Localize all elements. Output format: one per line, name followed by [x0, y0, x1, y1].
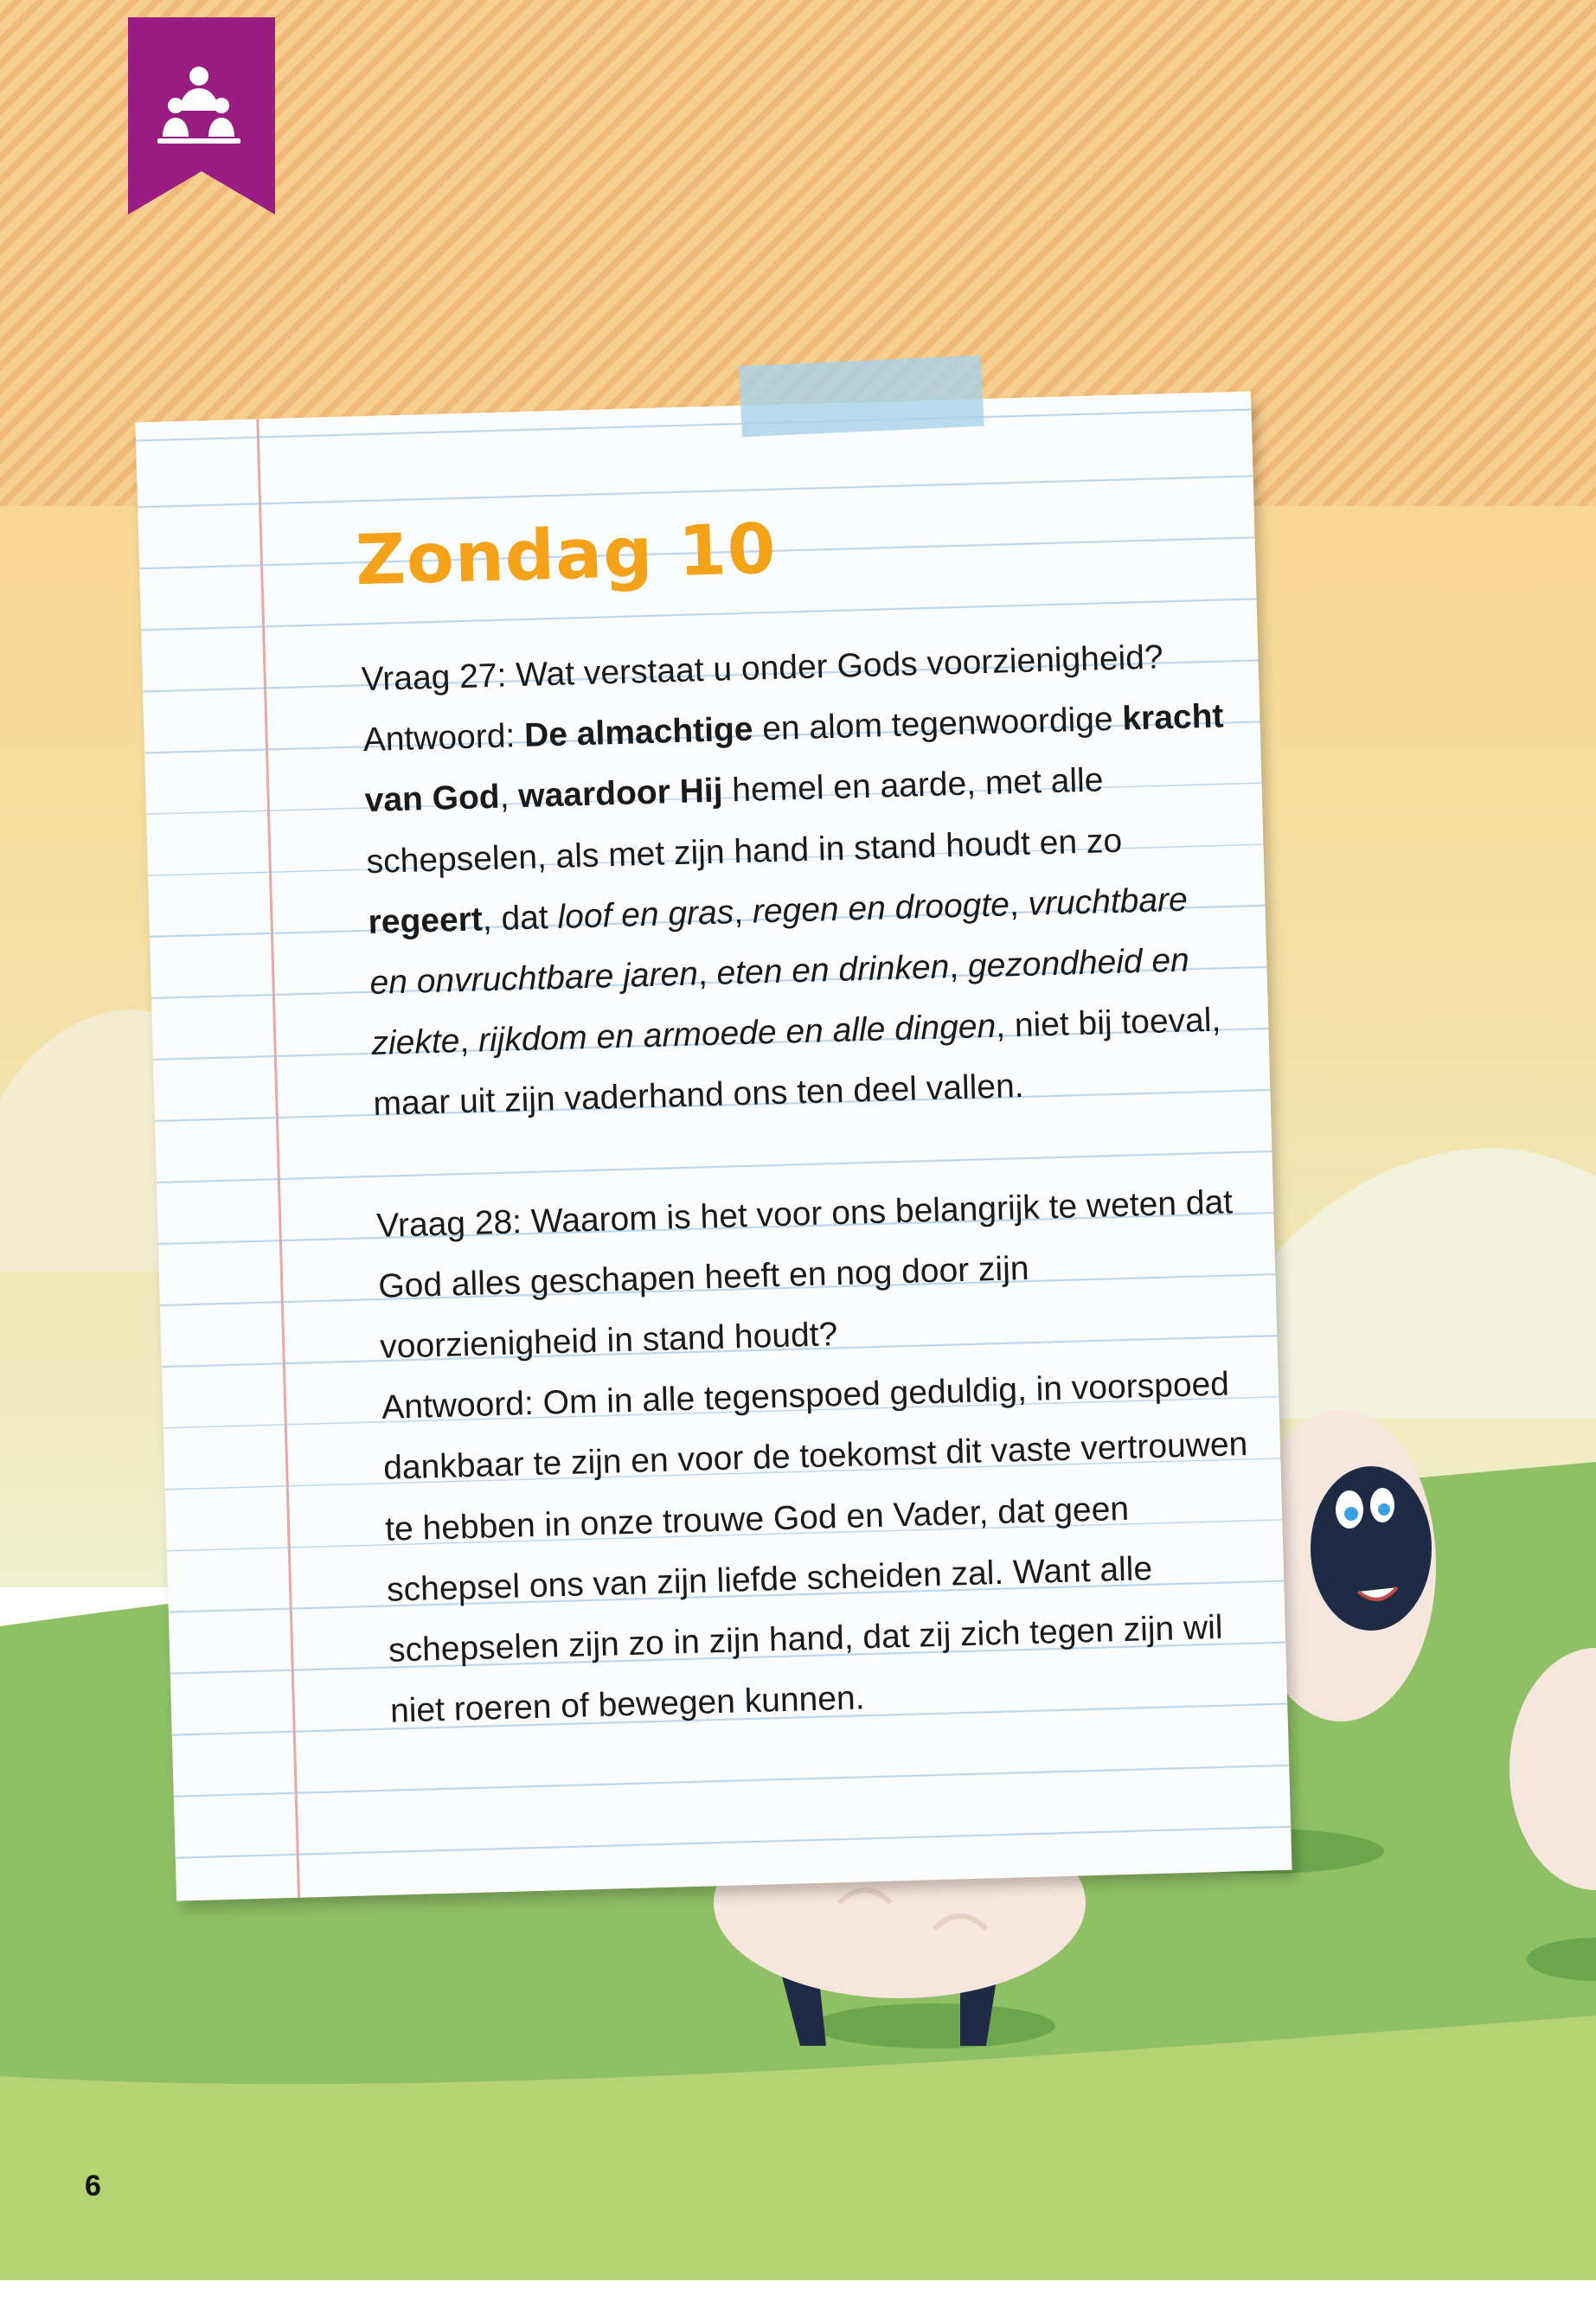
question-block [361, 625, 1239, 1135]
question-block [375, 1172, 1255, 1743]
answer-label: Antwoord: [362, 717, 525, 760]
hill-left [0, 1009, 173, 1272]
answer-bold-text: waardoor Hij [517, 772, 724, 816]
answer-text: , [458, 1022, 479, 1061]
answer-italic-text: vruchtbare en onvruchtbare jaren [369, 881, 1189, 1003]
notebook-paper-card [135, 391, 1292, 1900]
page-number: 6 [85, 2170, 101, 2202]
answer-text: , niet bij toeval, maar uit zijn vaderhand ons ten deel vallen. [372, 1001, 1221, 1124]
answer-bold-text: De almachtige [523, 710, 754, 755]
answer-text: , [697, 954, 718, 993]
lined-paper [135, 391, 1292, 1900]
answer-text: en alom tegenwoordige [752, 700, 1124, 748]
answer-italic-text: eten en drinken [715, 948, 950, 992]
answer-italic-text: gezondheid en ziekte [370, 941, 1190, 1063]
answer-label: Antwoord: [381, 1384, 544, 1427]
answer-text: , dat [482, 898, 559, 939]
answer-text: hemel en aarde, met alle schepselen, als met zijn hand in stand houdt en zo [366, 761, 1123, 881]
question-text: Vraag 28: Waarom is het voor ons belangrijk te weten dat God alles geschapen heeft en nog door zijn voorzienigheid in stand houdt? [375, 1183, 1234, 1366]
answer-bold-text: regeert [368, 901, 484, 941]
answer-italic-text: loof en gras [556, 894, 734, 936]
page-bottom-margin [0, 2280, 1596, 2301]
page-title: Zondag 10 [354, 508, 778, 601]
answer-bold-text: kracht van God [364, 697, 1225, 820]
answer-text: , [733, 893, 753, 932]
answer-text: , [948, 947, 969, 986]
answer-italic-text: rijkdom en armoede en alle dingen [478, 1008, 997, 1060]
question-text: Vraag 27: Wat verstaat u onder Gods voorzienigheid? [361, 638, 1164, 699]
answer-text: , [499, 778, 519, 817]
shadow [813, 2003, 1055, 2048]
answer-italic-text: regen en droogte [752, 886, 1010, 931]
answer-text: Om in alle tegenspoed geduldig, in voorspoed dankbaar te zijn en voor de toekomst dit vaste vertrouwen te hebben in onze trouwe God en Vader, dat geen schepsel ons van zijn liefde scheiden zal. Want alle schepselen zijn zo in zijn hand, dat zij zich tegen zijn wil niet roeren of bewegen kunnen. [382, 1365, 1248, 1730]
answer-text: , [1009, 885, 1029, 924]
margin-line [256, 419, 300, 1897]
bookmark-ribbon [128, 17, 275, 216]
catechism-text [361, 625, 1256, 1742]
tape-strip [739, 356, 984, 438]
